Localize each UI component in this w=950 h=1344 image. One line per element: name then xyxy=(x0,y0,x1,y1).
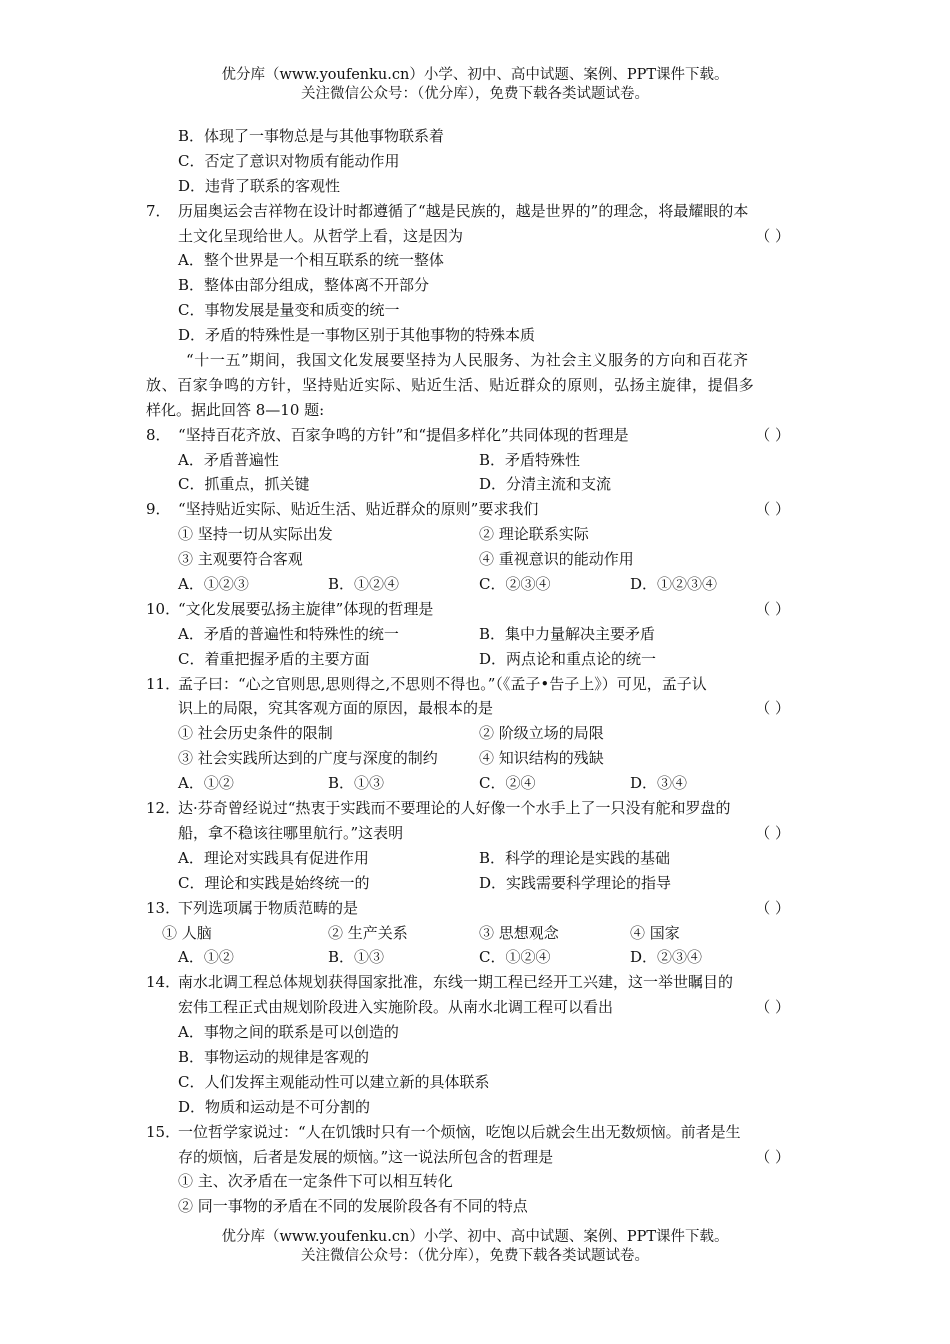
q12-options-row-1 xyxy=(0,846,950,871)
header-line-2: 关注微信公众号：（优分库），免费下载各类试题试卷。 xyxy=(301,86,649,102)
q6-option-b: B．体现了一事物总是与其他事物联系着 xyxy=(178,127,445,145)
q10-option-c: C．着重把握矛盾的主要方面 xyxy=(178,649,370,668)
q9-statement-2: ② 理论联系实际 xyxy=(479,525,589,544)
page-footer xyxy=(0,1228,950,1266)
q8-options-row-1 xyxy=(0,448,950,473)
q12-line-2 xyxy=(0,821,950,846)
q15-line-2 xyxy=(0,1145,950,1170)
q13-line-1 xyxy=(0,896,950,921)
q9-option-b: B．①②④ xyxy=(328,575,400,594)
header-line-1: 优分库（www.youfenku.cn）小学、初中、高中试题、案例、PPT课件下载。 xyxy=(221,67,729,83)
q11-statement-3: ③ 社会实践所达到的广度与深度的制约 xyxy=(178,749,438,768)
q13-statement-1: ① 人脑 xyxy=(162,923,212,942)
q11-line-2 xyxy=(0,696,950,721)
q10-option-a: A．矛盾的普遍性和特殊性的统一 xyxy=(178,624,399,643)
q13-option-d: D．②③④ xyxy=(630,948,703,967)
q8-option-b: B．矛盾特殊性 xyxy=(479,450,581,469)
q6-option-b-line xyxy=(0,124,950,149)
q9-statements-row-2 xyxy=(0,547,950,572)
material-text-2: 放、百家争鸣的方针，坚持贴近实际、贴近生活、贴近群众的原则，弘扬主旋律，提倡多 xyxy=(146,375,755,394)
q6-option-c-line xyxy=(0,149,950,174)
q14-option-c: C．人们发挥主观能动性可以建立新的具体联系 xyxy=(178,1072,490,1091)
q10-number: 10． xyxy=(146,599,181,618)
q9-stem: “坚持贴近实际、贴近生活、贴近群众的原则”要求我们 xyxy=(178,500,539,519)
material-line-1 xyxy=(0,348,950,373)
q13-option-c: C．①②④ xyxy=(479,948,551,967)
q13-statement-2: ② 生产关系 xyxy=(328,923,408,942)
q12-option-b: B．科学的理论是实践的基础 xyxy=(479,848,671,867)
q8-option-a: A．矛盾普遍性 xyxy=(178,450,279,469)
q7-option-c-line xyxy=(0,298,950,323)
q7-option-d-line xyxy=(0,323,950,348)
q11-stem-2: 识上的局限，究其客观方面的原因，最根本的是 xyxy=(178,699,494,718)
q12-answer-paren: （ ） xyxy=(755,823,790,842)
q15-statement-2-line xyxy=(0,1194,950,1219)
q10-line-1 xyxy=(0,597,950,622)
q9-option-d: D．①②③④ xyxy=(630,575,718,594)
q10-option-d: D．两点论和重点论的统一 xyxy=(479,649,657,668)
q14-option-b: B．事物运动的规律是客观的 xyxy=(178,1047,370,1066)
footer-line-2: 关注微信公众号：（优分库），免费下载各类试题试卷。 xyxy=(301,1248,649,1264)
q12-stem-1: 达·芬奇曾经说过“热衷于实践而不要理论的人好像一个水手上了一只没有舵和罗盘的 xyxy=(178,799,731,818)
q12-option-d: D．实践需要科学理论的指导 xyxy=(479,873,672,892)
q9-statement-1: ① 坚持一切从实际出发 xyxy=(178,525,333,544)
q6-option-d-line xyxy=(0,174,950,199)
q11-statement-1: ① 社会历史条件的限制 xyxy=(178,724,333,743)
q10-stem: “文化发展要弘扬主旋律”体现的哲理是 xyxy=(178,599,434,618)
footer-line-1: 优分库（www.youfenku.cn）小学、初中、高中试题、案例、PPT课件下载。 xyxy=(221,1229,729,1245)
q10-options-row-2 xyxy=(0,647,950,672)
q11-stem-1: 孟子曰：“心之官则思,思则得之,不思则不得也。”（《孟子•告子上》）可见，孟子认 xyxy=(178,674,707,693)
q13-options-row xyxy=(0,945,950,970)
q14-option-d-line xyxy=(0,1095,950,1120)
q7-line-2 xyxy=(0,224,950,249)
q7-option-b: B．整体由部分组成，整体离不开部分 xyxy=(178,276,430,295)
q10-answer-paren: （ ） xyxy=(755,599,790,618)
q14-option-b-line xyxy=(0,1045,950,1070)
q13-statements-row xyxy=(0,921,950,946)
q9-statement-4: ④ 重视意识的能动作用 xyxy=(479,550,634,569)
q15-stem-2: 存的烦恼，后者是发展的烦恼。”这一说法所包含的哲理是 xyxy=(178,1147,554,1166)
q11-option-b: B．①③ xyxy=(328,774,385,793)
q13-statement-4: ④ 国家 xyxy=(630,923,680,942)
q14-line-2 xyxy=(0,995,950,1020)
q8-answer-paren: （ ） xyxy=(755,425,790,444)
q11-option-a: A．①② xyxy=(178,774,234,793)
q14-option-a-line xyxy=(0,1020,950,1045)
q11-number: 11． xyxy=(146,674,181,693)
material-line-3 xyxy=(0,398,950,423)
q15-statement-1: ① 主、次矛盾在一定条件下可以相互转化 xyxy=(178,1172,453,1191)
q14-option-a: A．事物之间的联系是可以创造的 xyxy=(178,1023,399,1042)
material-text-1: “十一五”期间，我国文化发展要坚持为人民服务、为社会主义服务的方向和百花齐 xyxy=(186,351,749,370)
q7-stem-1: 历届奥运会吉祥物在设计时都遵循了“越是民族的，越是世界的”的理念，将最耀眼的本 xyxy=(178,201,749,220)
q14-answer-paren: （ ） xyxy=(755,998,790,1017)
q9-line-1 xyxy=(0,497,950,522)
q9-number: 9． xyxy=(146,500,171,519)
q7-answer-paren: （ ） xyxy=(755,226,790,245)
q11-line-1 xyxy=(0,672,950,697)
q13-option-a: A．①② xyxy=(178,948,234,967)
q6-option-c: C．否定了意识对物质有能动作用 xyxy=(178,151,400,170)
q13-answer-paren: （ ） xyxy=(755,898,790,917)
q12-option-a: A．理论对实践具有促进作用 xyxy=(178,848,369,867)
q14-stem-1: 南水北调工程总体规划获得国家批准，东线一期工程已经开工兴建，这一举世瞩目的 xyxy=(178,973,734,992)
exam-content xyxy=(0,124,950,1219)
q11-options-row xyxy=(0,771,950,796)
q8-line-1 xyxy=(0,423,950,448)
q14-option-c-line xyxy=(0,1070,950,1095)
q7-option-c: C．事物发展是量变和质变的统一 xyxy=(178,301,400,320)
q15-answer-paren: （ ） xyxy=(755,1147,790,1166)
q15-statement-1-line xyxy=(0,1169,950,1194)
q14-stem-2: 宏伟工程正式由规划阶段进入实施阶段。从南水北调工程可以看出 xyxy=(178,998,614,1017)
q8-option-c: C．抓重点，抓关键 xyxy=(178,475,310,494)
q11-statement-4: ④ 知识结构的残缺 xyxy=(479,749,604,768)
q15-stem-1: 一位哲学家说过：“人在饥饿时只有一个烦恼，吃饱以后就会生出无数烦恼。前者是生 xyxy=(178,1122,741,1141)
q14-number: 14． xyxy=(146,973,181,992)
q6-option-d: D．违背了联系的客观性 xyxy=(178,176,341,195)
q10-option-b: B．集中力量解决主要矛盾 xyxy=(479,624,656,643)
q15-number: 15． xyxy=(146,1122,181,1141)
q15-statement-2: ② 同一事物的矛盾在不同的发展阶段各有不同的特点 xyxy=(178,1197,528,1216)
q8-options-row-2 xyxy=(0,472,950,497)
page-header xyxy=(0,66,950,104)
q9-option-c: C．②③④ xyxy=(479,575,551,594)
q15-line-1 xyxy=(0,1120,950,1145)
q11-option-c: C．②④ xyxy=(479,774,536,793)
q7-option-b-line xyxy=(0,273,950,298)
q11-statements-row-1 xyxy=(0,721,950,746)
q7-option-a-line xyxy=(0,248,950,273)
q13-option-b: B．①③ xyxy=(328,948,385,967)
q7-number: 7． xyxy=(146,201,171,220)
material-line-2 xyxy=(0,373,950,398)
q9-option-a: A．①②③ xyxy=(178,575,249,594)
q10-options-row-1 xyxy=(0,622,950,647)
q9-answer-paren: （ ） xyxy=(755,500,790,519)
q7-option-a: A．整个世界是一个相互联系的统一整体 xyxy=(178,251,444,270)
q12-number: 12． xyxy=(146,799,181,818)
q11-statements-row-2 xyxy=(0,746,950,771)
q11-statement-2: ② 阶级立场的局限 xyxy=(479,724,604,743)
q11-answer-paren: （ ） xyxy=(755,699,790,718)
q8-stem: “坚持百花齐放、百家争鸣的方针”和“提倡多样化”共同体现的哲理是 xyxy=(178,425,629,444)
q14-option-d: D．物质和运动是不可分割的 xyxy=(178,1097,371,1116)
q8-option-d: D．分清主流和支流 xyxy=(479,475,612,494)
q12-options-row-2 xyxy=(0,871,950,896)
q7-option-d: D．矛盾的特殊性是一事物区别于其他事物的特殊本质 xyxy=(178,326,536,345)
q9-statements-row-1 xyxy=(0,522,950,547)
q13-number: 13． xyxy=(146,898,181,917)
q14-line-1 xyxy=(0,970,950,995)
q12-stem-2: 船，拿不稳该往哪里航行。”这表明 xyxy=(178,823,404,842)
q12-line-1 xyxy=(0,796,950,821)
q7-stem-2: 土文化呈现给世人。从哲学上看，这是因为 xyxy=(178,226,464,245)
q8-number: 8． xyxy=(146,425,171,444)
q13-statement-3: ③ 思想观念 xyxy=(479,923,559,942)
q13-stem: 下列选项属于物质范畴的是 xyxy=(178,898,359,917)
q7-line-1 xyxy=(0,199,950,224)
material-text-3: 样化。据此回答 8—10 题: xyxy=(146,400,325,419)
q11-option-d: D．③④ xyxy=(630,774,688,793)
q12-option-c: C．理论和实践是始终统一的 xyxy=(178,873,370,892)
q9-statement-3: ③ 主观要符合客观 xyxy=(178,550,303,569)
q9-options-row xyxy=(0,572,950,597)
